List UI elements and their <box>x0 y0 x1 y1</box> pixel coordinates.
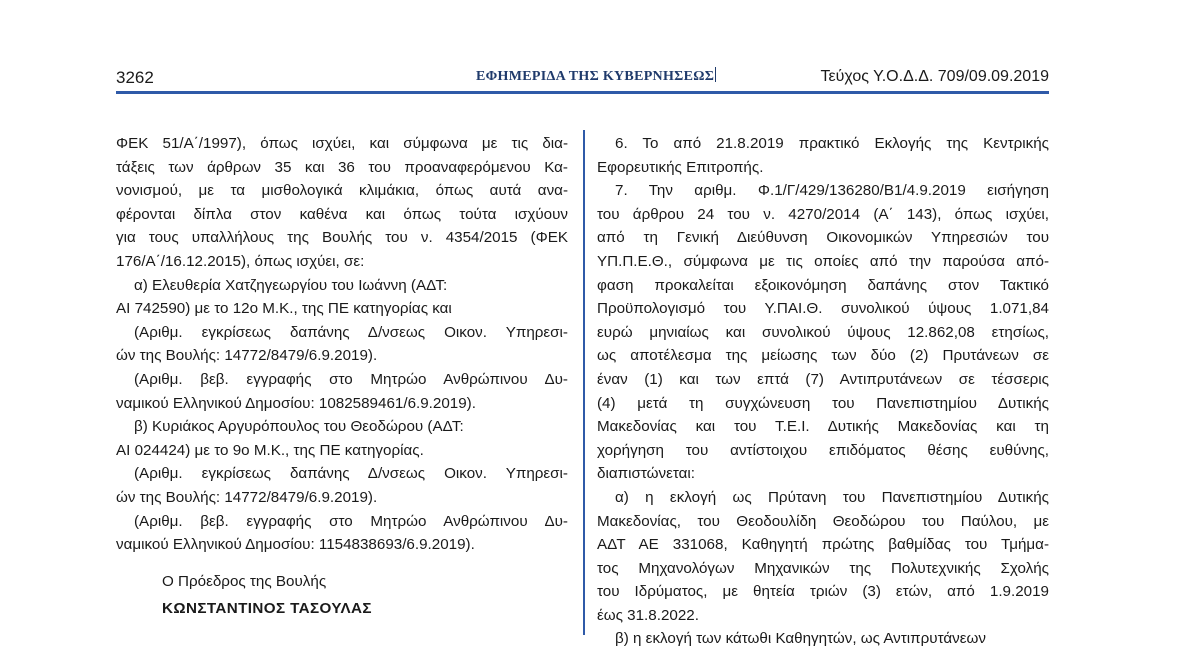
text-line: ναμικού Ελληνικού Δημοσίου: 1154838693/6.9.2019). <box>116 536 475 554</box>
page-header <box>116 64 1049 90</box>
signature-role: Ο Πρόεδρος της Βουλής <box>162 573 327 590</box>
text-line: ΦΕΚ 51/Α΄/1997), όπως ισχύει, και σύμφωνα με τις δια- <box>116 135 568 152</box>
gazette-title <box>476 67 716 85</box>
text-line: νονισμού, με τα μισθολογικά κλιμάκια, όπως αυτά ανα- <box>116 182 568 200</box>
text-line: για τους υπαλλήλους της Βουλής του ν. 4354/2015 (ΦΕΚ <box>116 229 568 247</box>
text-line: έως 31.8.2022. <box>597 606 699 624</box>
text-line: (Αριθμ. βεβ. εγγραφής στο Μητρώο Ανθρώπινου Δυ- <box>134 370 568 388</box>
text-line: ναμικού Ελληνικού Δημοσίου: 1082589461/6.9.2019). <box>116 394 476 412</box>
text-line: Μακεδονίας και του Τ.Ε.Ι. Δυτικής Μακεδονίας και τη <box>597 418 1049 436</box>
text-line: Εφορευτικής Επιτροπής. <box>597 158 764 176</box>
text-line: τος Μηχανολόγων Μηχανικών της Πολυτεχνικής Σχολής <box>597 559 1049 577</box>
text-line: 6. Το από 21.8.2019 πρακτικό Εκλογής της Κεντρικής <box>615 135 1049 152</box>
text-line: ευρώ μηνιαίως και συνολικού ύψους 12.862,08 ετησίως, <box>597 323 1049 341</box>
text-line: Προϋπολογισμό του Υ.ΠΑΙ.Θ. συνολικού ύψους 1.071,84 <box>597 300 1049 318</box>
text-line: του άρθρου 24 του ν. 4270/2014 (Α΄ 143), όπως ισχύει, <box>597 205 1049 223</box>
text-line: ΑΙ 742590) με το 12ο Μ.Κ., της ΠΕ κατηγορίας και <box>116 300 452 318</box>
text-line: α) η εκλογή ως Πρύτανη του Πανεπιστημίου Δυτικής <box>615 488 1049 506</box>
column-divider <box>583 130 585 635</box>
text-line: χορήγηση του αντίστοιχου επιδόματος θέσης ευθύνης, <box>597 441 1049 459</box>
text-line: (Αριθμ. εγκρίσεως δαπάνης Δ/νσεως Οικον. Υπηρεσι- <box>134 323 568 341</box>
text-line: του Ιδρύματος, με θητεία τριών (3) ετών, από 1.9.2019 <box>597 583 1049 601</box>
text-line: τάξεις των άρθρων 35 και 36 του προαναφερόμενου Κα- <box>116 158 568 176</box>
gazette-title-text: ΕΦΗΜΕΡΙΔΑ ΤΗΣ ΚΥΒΕΡΝΗΣΕΩΣ <box>476 69 715 84</box>
text-line: ως αποτέλεσμα της μείωσης των δύο (2) Πρυτάνεων σε <box>597 347 1049 365</box>
text-line: διαπιστώνεται: <box>597 465 695 483</box>
text-line: β) Κυριάκος Αργυρόπουλος του Θεοδώρου (ΑΔΤ: <box>134 418 464 436</box>
signature-name: ΚΩΝΣΤΑΝΤΙΝΟΣ ΤΑΣΟΥΛΑΣ <box>162 600 372 617</box>
text-line: (Αριθμ. εγκρίσεως δαπάνης Δ/νσεως Οικον. Υπηρεσι- <box>134 465 568 483</box>
text-line: 176/Α΄/16.12.2015), όπως ισχύει, σε: <box>116 252 365 270</box>
text-line: από τη Γενική Διεύθυνση Οικονομικών Υπηρεσιών του <box>597 229 1049 247</box>
text-cursor <box>715 67 716 82</box>
text-line: (Αριθμ. βεβ. εγγραφής στο Μητρώο Ανθρώπινου Δυ- <box>134 512 568 530</box>
text-line: Μακεδονίας, του Θεοδουλίδη Θεοδώρου του Παύλου, με <box>597 512 1049 530</box>
text-line: φαση προκαλείται εξοικονόμηση δαπάνης στον Τακτικό <box>597 276 1049 294</box>
text-line: ΑΔΤ ΑΕ 331068, Καθηγητή πρώτης βαθμίδας του Τμήμα- <box>597 536 1049 554</box>
header-rule <box>116 91 1049 94</box>
text-line: β) η εκλογή των κάτωθι Καθηγητών, ως Αντιπρυτάνεων <box>615 630 986 648</box>
text-line: ών της Βουλής: 14772/8479/6.9.2019). <box>116 488 378 506</box>
text-line: α) Ελευθερία Χατζηγεωργίου του Ιωάννη (ΑΔΤ: <box>134 276 448 294</box>
text-line: ών της Βουλής: 14772/8479/6.9.2019). <box>116 347 378 365</box>
text-line: φέρονται δίπλα στον καθένα και όπως τούτα ισχύουν <box>116 205 568 223</box>
left-column <box>116 132 568 557</box>
text-line: ΥΠ.Π.Ε.Θ., σύμφωνα με τις οποίες από την παρούσα από- <box>597 252 1049 270</box>
text-line: ΑΙ 024424) με το 9ο Μ.Κ., της ΠΕ κατηγορίας. <box>116 441 424 459</box>
text-line: (4) μετά τη συγχώνευση του Πανεπιστημίου Δυτικής <box>597 394 1049 412</box>
page-number: 3262 <box>116 68 154 87</box>
issue-number: Τεύχος Υ.Ο.Δ.Δ. 709/09.09.2019 <box>820 68 1049 85</box>
right-column <box>597 132 1049 651</box>
text-line: έναν (1) και των επτά (7) Αντιπρυτάνεων σε τέσσερις <box>597 370 1049 388</box>
text-line: 7. Την αριθμ. Φ.1/Γ/429/136280/Β1/4.9.2019 εισήγηση <box>615 182 1049 200</box>
